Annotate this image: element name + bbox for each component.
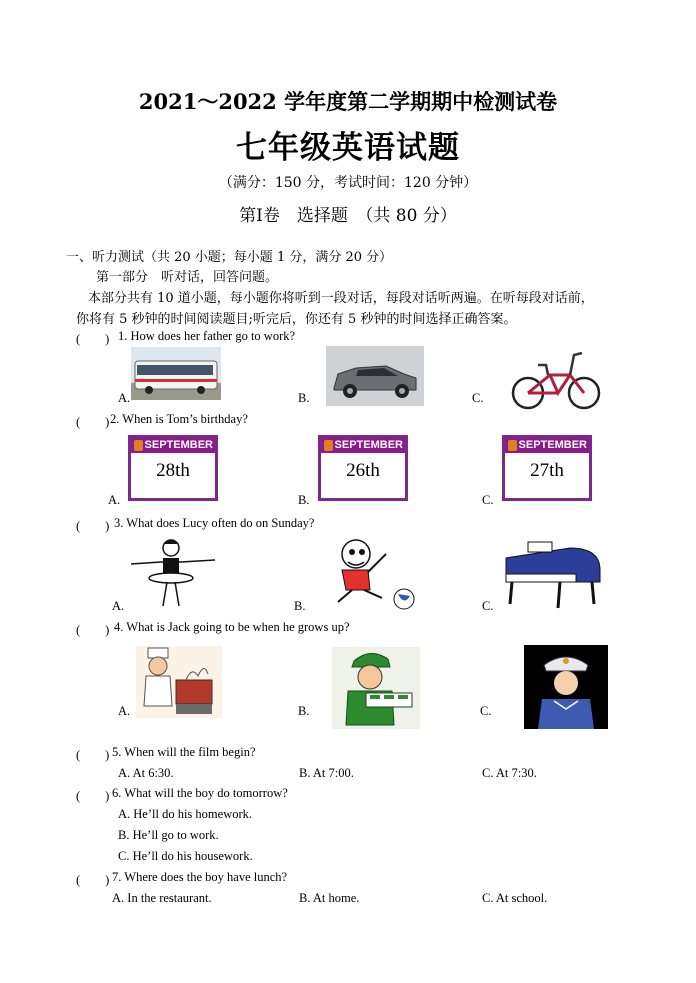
- answer-blank[interactable]: ( ): [76, 415, 110, 429]
- cook-image: [136, 646, 222, 718]
- option-a: A. In the restaurant.: [112, 891, 212, 905]
- answer-blank[interactable]: ( ): [76, 748, 110, 762]
- answer-blank[interactable]: ( ): [76, 332, 110, 346]
- option-c-label: C.: [482, 599, 494, 613]
- question-4-text: 4. What is Jack going to be when he grows up?: [114, 620, 350, 634]
- option-b: B. At 7:00.: [299, 766, 354, 780]
- bus-image: [131, 347, 221, 400]
- piano-image: [500, 538, 604, 610]
- exam-main-title: 七年级英语试题: [236, 130, 460, 166]
- instruction-line-1: 本部分共有 10 道小题，每小题你将听到一段对话，每段对话听两遍。在听每段对话前，: [88, 291, 594, 306]
- option-a: A. At 6:30.: [118, 766, 174, 780]
- option-c: C. At school.: [482, 891, 548, 905]
- option-a-label: A.: [118, 391, 131, 405]
- option-b: B. He’ll go to work.: [118, 828, 219, 842]
- question-3-text: 3. What does Lucy often do on Sunday?: [114, 516, 315, 530]
- section-title: 第Ⅰ卷 选择题 （共 80 分）: [239, 206, 457, 226]
- policeman-image: [524, 645, 608, 729]
- option-a-label: A.: [118, 704, 131, 718]
- option-b-label: B.: [298, 704, 310, 718]
- option-c: C. At 7:30.: [482, 766, 537, 780]
- option-b-label: B.: [294, 599, 306, 613]
- answer-blank[interactable]: ( ): [76, 623, 110, 637]
- option-b-label: B.: [298, 493, 310, 507]
- option-b-label: B.: [298, 391, 310, 405]
- calendar-option-c: [502, 435, 592, 501]
- question-6-text: 6. What will the boy do tomorrow?: [112, 786, 288, 800]
- option-c: C. He’ll do his housework.: [118, 849, 253, 863]
- calendar-day: 28th: [156, 460, 190, 481]
- calendar-day: 26th: [346, 460, 380, 481]
- answer-blank[interactable]: ( ): [76, 519, 110, 533]
- part1-heading: 第一部分 听对话，回答问题。: [96, 270, 279, 285]
- answer-blank[interactable]: ( ): [76, 789, 110, 803]
- football-player-image: [312, 536, 416, 612]
- option-a: A. He’ll do his homework.: [118, 807, 253, 821]
- answer-blank[interactable]: ( ): [76, 873, 110, 887]
- option-a-label: A.: [112, 599, 125, 613]
- question-5-text: 5. When will the film begin?: [112, 745, 256, 759]
- listening-heading: 一、听力测试（共 20 小题；每小题 1 分，满分 20 分）: [66, 250, 393, 265]
- instruction-line-2: 你将有 5 秒钟的时间阅读题目;听完后，你还有 5 秒钟的时间选择正确答案。: [76, 312, 517, 327]
- question-1-text: 1. How does her father go to work?: [118, 329, 296, 343]
- calendar-day: 27th: [530, 460, 564, 481]
- calendar-month: SEPTEMBER: [334, 439, 403, 451]
- option-b: B. At home.: [299, 891, 360, 905]
- calendar-option-b: [318, 435, 408, 501]
- ballet-dancer-image: [125, 536, 221, 612]
- calendar-month: SEPTEMBER: [518, 439, 587, 451]
- option-c-label: C.: [480, 704, 492, 718]
- question-2-text: 2. When is Tom’s birthday?: [110, 412, 248, 426]
- calendar-option-a: [128, 435, 218, 501]
- score-info: （满分：150 分，考试时间：120 分钟）: [218, 175, 478, 191]
- option-a-label: A.: [108, 493, 121, 507]
- exam-year-title: 2021～2022 学年度第二学期期中检测试卷: [138, 89, 558, 114]
- car-image: [326, 346, 424, 406]
- bicycle-image: [508, 345, 604, 413]
- option-c-label: C.: [472, 391, 484, 405]
- postman-image: [332, 647, 420, 729]
- question-7-text: 7. Where does the boy have lunch?: [112, 870, 288, 884]
- option-c-label: C.: [482, 493, 494, 507]
- calendar-month: SEPTEMBER: [144, 439, 213, 451]
